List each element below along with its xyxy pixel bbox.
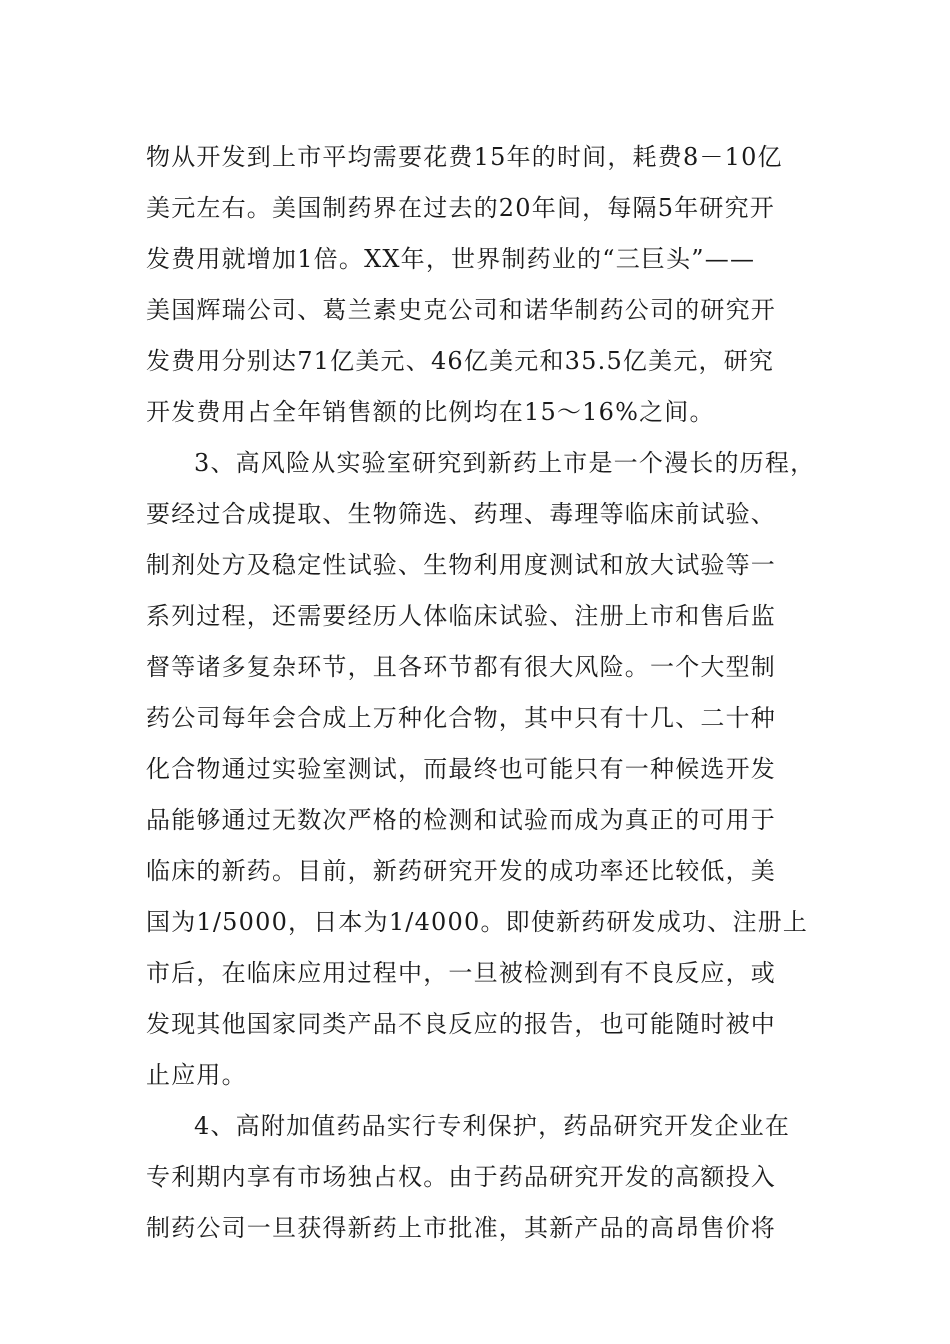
text-line: 药公司每年会合成上万种化合物，其中只有十几、二十种 (146, 704, 776, 732)
text-line: 制药公司一旦获得新药上市批准，其新产品的高昂售价将 (146, 1214, 776, 1242)
text-line: 发费用分别达71亿美元、46亿美元和35.5亿美元，研究 (146, 347, 775, 375)
text-line: 发现其他国家同类产品不良反应的报告，也可能随时被中 (146, 1010, 776, 1038)
text-line: 系列过程，还需要经历人体临床试验、注册上市和售后监 (146, 602, 776, 630)
text-line: 止应用。 (146, 1061, 247, 1089)
text-line: 要经过合成提取、生物筛选、药理、毒理等临床前试验、 (146, 500, 776, 528)
text-line: 市后，在临床应用过程中，一旦被检测到有不良反应，或 (146, 959, 776, 987)
text-line: 品能够通过无数次严格的检测和试验而成为真正的可用于 (146, 806, 776, 834)
text-line: 美国辉瑞公司、葛兰素史克公司和诺华制药公司的研究开 (146, 296, 776, 324)
text-line: 开发费用占全年销售额的比例均在15～16%之间。 (146, 398, 715, 426)
text-line: 国为1/5000，日本为1/4000。即使新药研发成功、注册上 (146, 908, 809, 936)
paragraph-start-line: 4、高附加值药品实行专利保护，药品研究开发企业在 (194, 1112, 791, 1140)
body-text (146, 132, 818, 1254)
text-line: 制剂处方及稳定性试验、生物利用度测试和放大试验等一 (146, 551, 776, 579)
paragraph-start-line: 3、高风险从实验室研究到新药上市是一个漫长的历程， (194, 449, 816, 477)
text-line: 化合物通过实验室测试，而最终也可能只有一种候选开发 (146, 755, 776, 783)
text-line: 发费用就增加1倍。XX年，世界制药业的“三巨头”—— (146, 245, 756, 273)
text-line: 临床的新药。目前，新药研究开发的成功率还比较低，美 (146, 857, 776, 885)
text-line: 督等诸多复杂环节，且各环节都有很大风险。一个大型制 (146, 653, 776, 681)
text-line: 物从开发到上市平均需要花费15年的时间，耗费8－10亿 (146, 143, 783, 171)
text-line: 专利期内享有市场独占权。由于药品研究开发的高额投入 (146, 1163, 776, 1191)
text-line: 美元左右。美国制药界在过去的20年间，每隔5年研究开 (146, 194, 776, 222)
